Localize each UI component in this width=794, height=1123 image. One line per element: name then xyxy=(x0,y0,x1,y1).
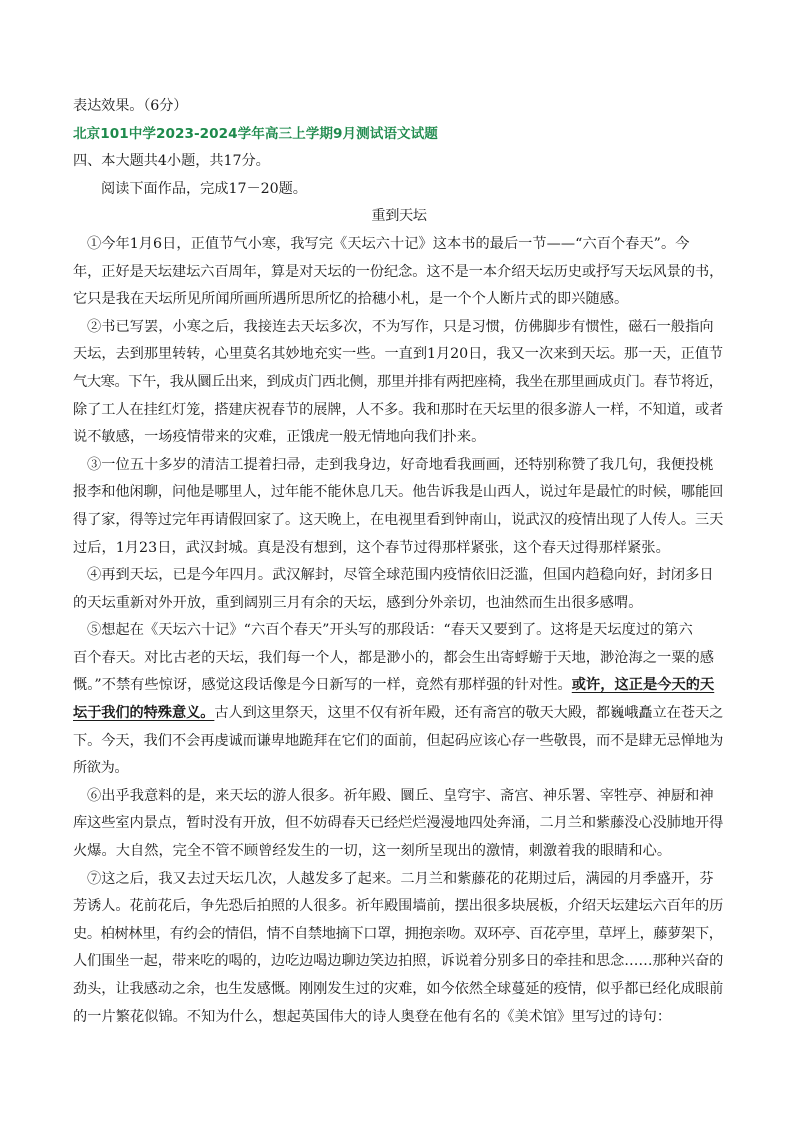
paragraph-line: ④再到天坛，已是今年四月。武汉解封，尽管全球范围内疫情依旧泛滥，但国内趋稳向好，封闭多日 xyxy=(87,567,714,584)
paragraph-line: 火爆。大自然，完全不管不顾曾经发生的一切，这一刻所呈现出的激情，刺激着我的眼睛和心。 xyxy=(73,843,672,860)
paragraph-line: 的天坛重新对外开放，重到阔别三月有余的天坛，感到分外亲切，也油然而生出很多感喟。 xyxy=(73,594,643,611)
paragraph-line: 劲头，让我感动之余，也生发感慨。刚刚发生过的灾难，如今依然全球蔓延的疫情，似乎都已经化成眼前 xyxy=(73,981,724,997)
paragraph-line: ⑤想起在《天坛六十记》“六百个春天”开头写的那段话：“春天又要到了。这将是天坛度过的第六 xyxy=(87,622,693,639)
paragraph-7 xyxy=(73,866,725,1032)
paragraph-line: 年，正好是天坛建坛六百周年，算是对天坛的一份纪念。这不是一本介绍天坛历史或抒写天坛风景的书， xyxy=(73,263,724,280)
paragraph-line: 所欲为。 xyxy=(73,760,129,777)
paragraph-1 xyxy=(73,231,725,314)
exam-source-title: 北京101中学2023-2024学年高三上学期9月测试语文试题 xyxy=(73,125,438,142)
reading-instruction: 阅读下面作品，完成17－20题。 xyxy=(101,180,307,197)
article-title: 重到天坛 xyxy=(371,208,427,225)
underlined-key-sentence: 或许，这正是今天的天 xyxy=(571,677,715,694)
paragraph-line: 天坛，去到那里转转，心里莫名其妙地充实一些。一直到1月20日，我又一次来到天坛。那一天，正值节 xyxy=(73,346,724,363)
paragraph-line: 芳诱人。花前花后，争先恐后拍照的人很多。祈年殿围墙前，摆出很多块展板，介绍天坛建坛六百年的历 xyxy=(73,898,724,915)
paragraph-line: 库这些室内景点，暂时没有开放，但不妨碍春天已经烂烂漫漫地四处奔涌，二月兰和紫藤没心没肺地开得 xyxy=(73,815,724,832)
paragraph-line: 它只是我在天坛所见所闻所画所遇所思所忆的拾穗小札，是一个个人断片式的即兴随感。 xyxy=(73,291,629,308)
paragraph-6 xyxy=(73,783,725,866)
paragraph-line: 过后，1月23日，武汉封城。真是没有想到，这个春节过得那样紧张，这个春天过得那样紧张。 xyxy=(73,539,670,556)
previous-question-tail: 表达效果。（6分） xyxy=(73,98,188,114)
paragraph-text: 慨。”不禁有些惊讶，感觉这段话像是今日新写的一样，竟然有那样强的针对性。 xyxy=(73,677,572,694)
paragraph-line: ②书已写罢，小寒之后，我接连去天坛多次，不为写作，只是习惯，仿佛脚步有惯性，磁石一般指向 xyxy=(87,318,714,335)
section-heading: 四、本大题共4小题，共17分。 xyxy=(73,153,270,170)
document-content xyxy=(73,93,725,1031)
paragraph-line: 气大寒。下午，我从圜丘出来，到成贞门西北侧，那里并排有两把座椅，我坐在那里画成贞门。春节将近， xyxy=(73,373,723,390)
paragraph-4 xyxy=(73,562,725,617)
paragraph-line: 说不敏感，一场疫情带来的灾难，正饿虎一般无情地向我们扑来。 xyxy=(73,429,486,446)
paragraph-text: 古人到这里祭天，这里不仅有祈年殿，还有斋宫的敬天大殿，都巍峨矗立在苍天之 xyxy=(214,705,724,722)
paragraph-3 xyxy=(73,452,725,562)
paragraph-line xyxy=(73,700,725,728)
paragraph-2 xyxy=(73,314,725,452)
paragraph-line: 人们围坐一起，带来吃的喝的，边吃边喝边聊边笑边拍照，诉说着分别多日的牵挂和思念……那种兴奋的 xyxy=(73,953,724,970)
underlined-key-sentence: 坛于我们的特殊意义。 xyxy=(73,705,215,722)
paragraph-line xyxy=(73,672,725,700)
paragraph-5 xyxy=(73,617,725,783)
paragraph-line: 下。今天，我们不会再虔诚而谦卑地跪拜在它们的面前，但起码应该心存一些敬畏，而不是肆无忌惮地为 xyxy=(73,732,724,749)
paragraph-line: 除了工人在挂红灯笼，搭建庆祝春节的展牌，人不多。我和那时在天坛里的很多游人一样，不知道，或者 xyxy=(73,401,724,418)
paragraph-line: 报李和他闲聊，问他是哪里人，过年能不能休息几天。他告诉我是山西人，说过年是最忙的时候，哪能回 xyxy=(73,484,724,501)
paragraph-line: 史。柏树林里，有约会的情侣，情不自禁地摘下口罩，拥抱亲吻。双环亭、百花亭里，草坪上，藤萝架下， xyxy=(73,925,723,942)
paragraph-line: 得了家，得等过完年再请假回家了。这天晚上，在电视里看到钟南山，说武汉的疫情出现了人传人。三天 xyxy=(73,511,724,528)
paragraph-line: ⑥出乎我意料的是，来天坛的游人很多。祈年殿、圜丘、皇穹宇、斋宫、神乐署、宰牲亭、神厨和神 xyxy=(87,787,714,804)
paragraph-line: 百个春天。对比古老的天坛，我们每一个人，都是渺小的，都会生出寄蜉蝣于天地，渺沧海之一粟的感 xyxy=(73,649,714,666)
paragraph-line: 的一片繁花似锦。不知为什么，想起英国伟大的诗人奥登在他有名的《美术馆》里写过的诗句： xyxy=(73,1008,672,1025)
paragraph-line: ③一位五十多岁的清洁工提着扫帚，走到我身边，好奇地看我画画，还特别称赞了我几句，我便投桃 xyxy=(87,456,714,473)
paragraph-line: ⑦这之后，我又去过天坛几次，人越发多了起来。二月兰和紫藤花的花期过后，满园的月季盛开，芬 xyxy=(87,870,714,887)
paragraph-line: ①今年1月6日，正值节气小寒，我写完《天坛六十记》这本书的最后一节——“六百个春天”。今 xyxy=(87,235,690,252)
